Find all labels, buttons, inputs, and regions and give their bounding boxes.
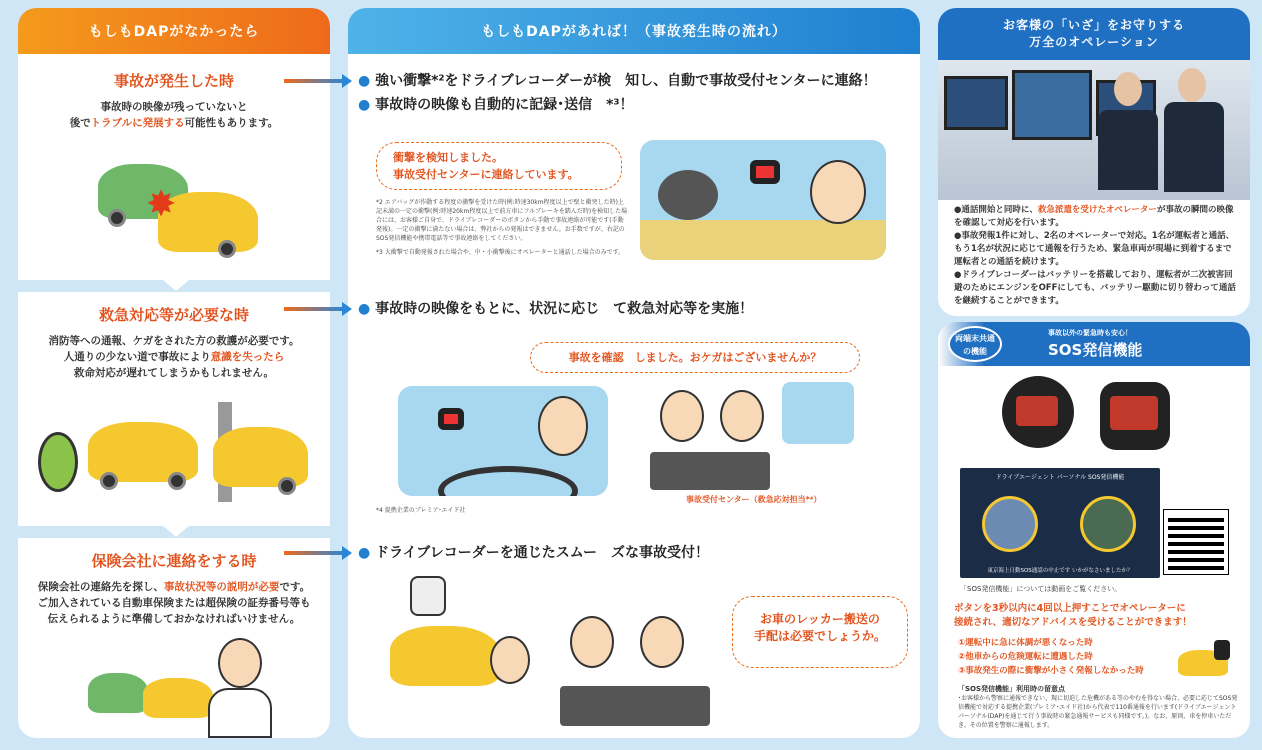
sos-video[interactable] — [960, 468, 1160, 578]
video-caption: 東京海上日動SOS通話の中止です いかがなさいましたか？ — [987, 568, 1133, 574]
down-notch — [162, 279, 190, 291]
section-text: 消防等への通報、ケガをされた方の救護が必要です。 人通りの少ない道で事故により意識を失ったら 救命対応が遅れてしまうかもしれません。 — [48, 335, 300, 379]
bullet-auto-record: ● 事故時の映像も自動的に記録･送信 *³！ — [358, 97, 634, 113]
flow-arrow — [284, 307, 344, 311]
operator-caption: 事故受付センター（救急応対担当*⁴） — [686, 495, 822, 504]
sos-cases — [958, 636, 1144, 678]
caution-title: 「SOS発信機能」利用時の留意点 — [958, 685, 1066, 693]
operation-point-1: ●通話開始と同時に、救急派遣を受けたオペレーターが事故の瞬間の映像を確認して対応を行います。 — [954, 205, 1234, 228]
video-note: 「SOS発信機能」については動画をご覧ください。 — [960, 585, 1122, 593]
left-header-title: もしもDAPがなかったら — [88, 24, 260, 40]
windshield-illustration-2 — [398, 386, 608, 496]
speech-bubble-confirm: 事故を確認 しました。おケガはございませんか？ — [530, 342, 860, 373]
sos-case-3: ③事故発生の際に衝撃が小さく発報しなかった時 — [958, 666, 1144, 676]
windshield-illustration-1 — [640, 140, 886, 260]
caution-text: ･お客様から警察に通報できない、現に切迫した危機がある等のやむを得ない場合、必要に応じてSOS発信機能で対応する提携企業(プレミア･エイド社)から代表で110番通報を行います(ドライブエージェント パーソナル(DAP)を通じて行う事故時の緊急通報サービスも同様です。)。なお、原則、車を停車いただき、その位置を警察に通報します。 — [958, 695, 1238, 729]
sos-header — [938, 322, 1250, 366]
sos-car-illustration — [1178, 640, 1238, 680]
dashcam-device-2 — [1100, 382, 1170, 450]
bullet-smooth-reception: ● ドライブレコーダーを通じたスムー ズな事故受付！ — [358, 545, 709, 561]
sos-tag: 両端末共通 の機能 — [948, 326, 1002, 362]
tow-illustration — [390, 576, 720, 732]
left-section-insurance — [18, 538, 330, 738]
left-section-emergency — [18, 292, 330, 526]
speech-bubble-tow: お車のレッカー搬送の 手配は必要でしょうか。 — [732, 596, 908, 668]
left-section-accident — [18, 54, 330, 280]
left-panel — [18, 8, 330, 738]
section-text: 事故時の映像が残っていないと 後でトラブルに発展する可能性もあります。 — [69, 101, 279, 129]
section-title: 救急対応等が必要な時 — [98, 306, 249, 324]
sos-case-2: ②他車からの危険運転に遭遇した時 — [958, 652, 1093, 662]
bullet-auto-report: ● 強い衝撃*²をドライブレコーダーが検 知し、自動で事故受付センターに連絡！ — [358, 73, 877, 89]
operation-point-2: ●事故発報1件に対し、2名のオペレーターで対応。1名が運転者と通話、もう1名が状況に応じて通報を行うため、緊急車両が現場に到着するまで運転者との通話を続けます。 — [954, 231, 1235, 267]
section-title: 事故が発生した時 — [113, 72, 234, 90]
flow-arrow — [284, 79, 344, 83]
middle-header — [348, 8, 920, 54]
footnote-4: *4 提携企業のプレミア･エイド社 — [376, 507, 466, 514]
flow-arrow — [284, 551, 344, 555]
collision-illustration: ✸ — [98, 154, 258, 264]
footnote-2: *2 エアバッグが作動する程度の衝撃を受けた時(例:時速30km程度以上で壁と衝突した時)上記未満の一定の衝撃(例:時速20km程度以上で前方車にフルブレーキを踏んだ時)を検知した場合には、お客様ご自身で、ドライブレコーダーのボタンから手動で事故連絡が可能です(手動発報)。一定の衝撃に満たない場合は、弊社からの発報はできません。お手数ですが、右記のSOS発信機能や携帯電話等で事故連絡をしてください。 — [376, 199, 628, 242]
speech-bubble-detect: 衝撃を検知しました。 事故受付センターに連絡しています。 — [376, 142, 622, 190]
operation-point-3: ●ドライブレコーダーはバッテリーを搭載しており、運転者が二次被害回避のためにエンジンをOFFにしても、バッテリー駆動に切り替わって通話を継続することができます。 — [954, 270, 1236, 306]
sos-subtitle: 事故以外の緊急時も安心！ — [1048, 329, 1132, 337]
right-header: お客様の「いざ」をお守りする 万全のオペレーション — [938, 8, 1250, 60]
down-notch — [162, 525, 190, 537]
qr-code[interactable] — [1164, 510, 1228, 574]
operation-center-photo — [938, 60, 1250, 200]
sos-title: SOS発信機能 — [1048, 341, 1143, 359]
right-panel-sos — [938, 322, 1250, 738]
sos-case-1: ①運転中に急に体調が悪くなった時 — [958, 638, 1093, 648]
insurance-illustration — [88, 628, 288, 738]
section-text: 保険会社の連絡先を探し、事故状況等の説明が必要です。 ご加入されている自動車保険または超保険の証券番号等も 伝えられるように準備しておかなければいけません。 — [37, 581, 311, 625]
sos-lead: ボタンを3秒以内に4回以上押すことでオペレーターに 接続され、適切なアドバイスを受けることができます！ — [954, 603, 1192, 628]
video-title: ドライブエージェント パーソナル SOS発信機能 — [995, 474, 1125, 481]
bullet-emergency-response: ● 事故時の映像をもとに、状況に応じ て救急対応等を実施！ — [358, 301, 754, 317]
dashcam-device-1 — [1002, 376, 1074, 448]
footnote-3: *3 大衝撃で自動発報された場合や、中・小衝撃後にオペレーターと通話した場合のみです。 — [376, 249, 625, 256]
middle-header-title: もしもDAPがあれば！（事故発生時の流れ） — [481, 24, 787, 40]
emergency-illustration — [38, 402, 308, 512]
section-title: 保険会社に連絡をする時 — [91, 552, 257, 570]
operators-illustration — [650, 380, 860, 490]
right-panel-operation — [938, 8, 1250, 316]
left-header — [18, 8, 330, 54]
